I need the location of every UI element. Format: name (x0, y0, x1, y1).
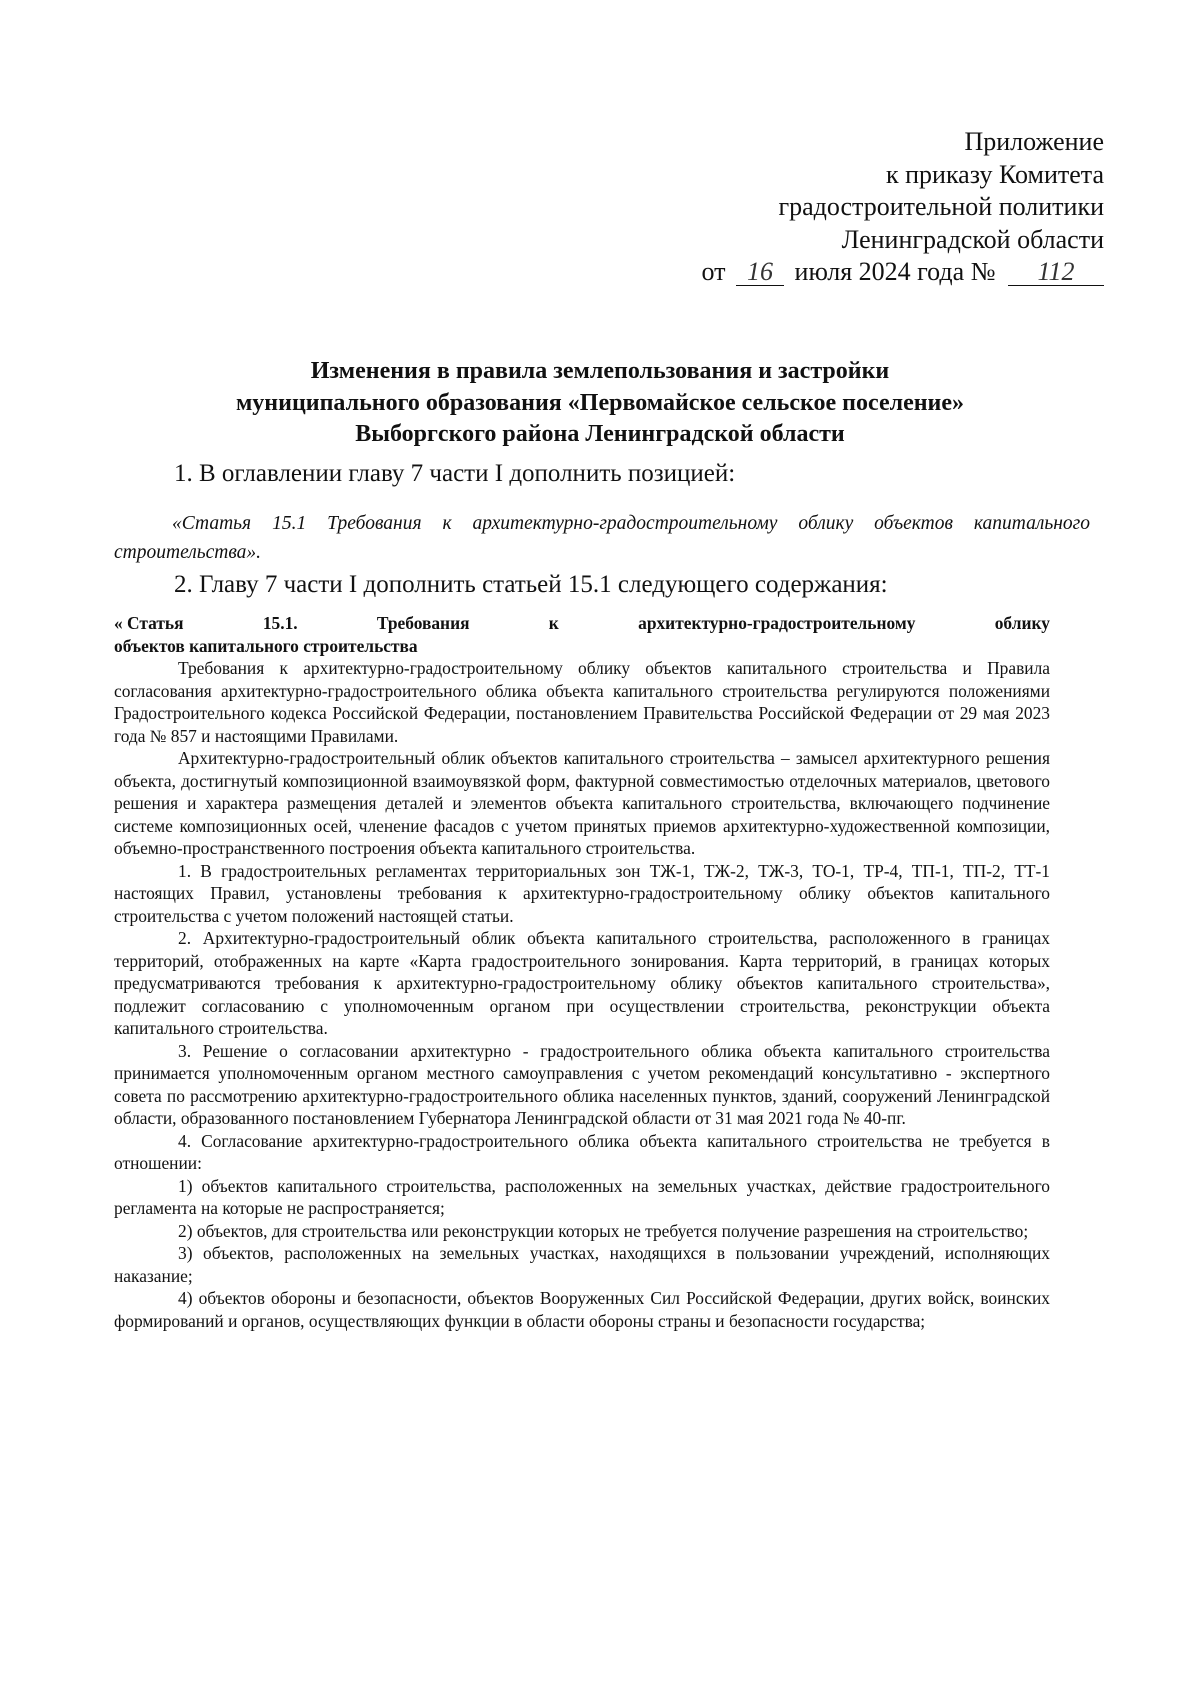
article-list-item: 4) объектов обороны и безопасности, объектов Вооруженных Сил Российской Федерации, других войск, воинских формирований и органов, осуществляющих функции в области обороны страны и безопасности государства; (114, 1288, 1050, 1331)
appendix-header (544, 126, 1104, 289)
article-paragraph: 2. Архитектурно-градостроительный облик объекта капитального строительства, расположенного в границах территорий, отображенных на карте «Карта градостроительного зонирования. Карта территорий, в границах которых предусматриваются требования к архитектурно-градостроительному облику объектов капитального строительства», подлежит согласованию с уполномоченным органом при осуществлении строительства, реконструкции объекта капитального строительства. (114, 928, 1050, 1038)
document-title (80, 356, 1120, 451)
article-paragraph: Требования к архитектурно-градостроительному облику объектов капитального строительства и Правила согласования архитектурно-градостроительного облика объекта капитального строительства регулируются положениями Градостроительного кодекса Российской Федерации, постановлением Правительства Российской Федерации от 29 мая 2023 года № 857 и настоящими Правилами. (114, 658, 1050, 746)
region-name: Ленинградской области (841, 224, 1104, 254)
article-list-item: 2) объектов, для строительства или реконструкции которых не требуется получение разрешения на строительство; (178, 1220, 1029, 1241)
handwritten-order-number: 112 (1008, 259, 1104, 286)
title-line-3: Выборгского района Ленинградской области (355, 421, 845, 447)
item-1-text: «Статья 15.1 Требования к архитектурно-градостроительному облику объектов капитального строительства». (114, 513, 1090, 563)
article-paragraph: 3. Решение о согласовании архитектурно - градостроительного облика объекта капитального строительства принимается уполномоченным органом местного самоуправления с учетом рекомендаций консультативно - экспертного совета по рассмотрению архитектурно-градостроительного облика населенных пунктов, зданий, сооружений Ленинградской области, образованного постановлением Губернатора Ленинградской области от 31 мая 2021 года № 40-пг. (114, 1040, 1050, 1128)
committee-name: градостроительной политики (778, 192, 1104, 221)
article-list-item: 1) объектов капитального строительства, расположенных на земельных участках, действие градостроительного регламента на которые не распространяется; (114, 1175, 1050, 1218)
title-line-2: муниципального образования «Первомайское сельское поселение» (235, 389, 965, 416)
article-paragraph: Архитектурно-градостроительный облик объектов капитального строительства – замысел архитектурного решения объекта, достигнутый композиционной взаимоувязкой форм, фактурной совместимостью отделочных материалов, цветового решения и характера размещения деталей и элементов объекта капитального строительства, включающего подчинение системе композиционных осей, членение фасадов с учетом принятых приемов архитектурно-художественной композиции, объемно-пространственного построения объекта капитального строительства. (114, 748, 1050, 858)
article-list-item: 3) объектов, расположенных на земельных участках, находящихся в пользовании учреждений, исполняющих наказание; (114, 1243, 1050, 1286)
article-paragraph: 4. Согласование архитектурно-градостроительного облика объекта капитального строительства не требуется в отношении: (114, 1130, 1050, 1173)
item-2-heading: 2. Главу 7 части I дополнить статьей 15.1 следующего содержания: (174, 571, 888, 598)
order-reference: к приказу Комитета (885, 159, 1104, 189)
article-15-1 (114, 612, 1050, 1332)
item-1-heading: 1. В оглавлении главу 7 части I дополнить позицией: (174, 460, 736, 487)
article-heading-line-1: « Статья 15.1. Требования к архитектурно-градостроительному облику (114, 613, 1050, 633)
appendix-label: Приложение (964, 127, 1104, 156)
article-heading-line-2: объектов капитального строительства (114, 635, 418, 656)
date-prefix: от (701, 257, 726, 286)
date-middle: июля 2024 года № (794, 257, 996, 286)
title-line-1: Изменения в правила землепользования и застройки (310, 358, 890, 384)
item-2 (114, 570, 1142, 600)
item-1 (114, 459, 1142, 567)
article-paragraph: 1. В градостроительных регламентах территориальных зон ТЖ-1, ТЖ-2, ТЖ-3, ТО-1, ТР-4, ТП-1, ТП-2, ТТ-1 настоящих Правил, установлены требования к архитектурно-градостроительному облику объектов капитального строительства с учетом положений настоящей статьи. (114, 860, 1050, 926)
order-date-line (544, 256, 1104, 289)
handwritten-day: 16 (736, 259, 784, 286)
